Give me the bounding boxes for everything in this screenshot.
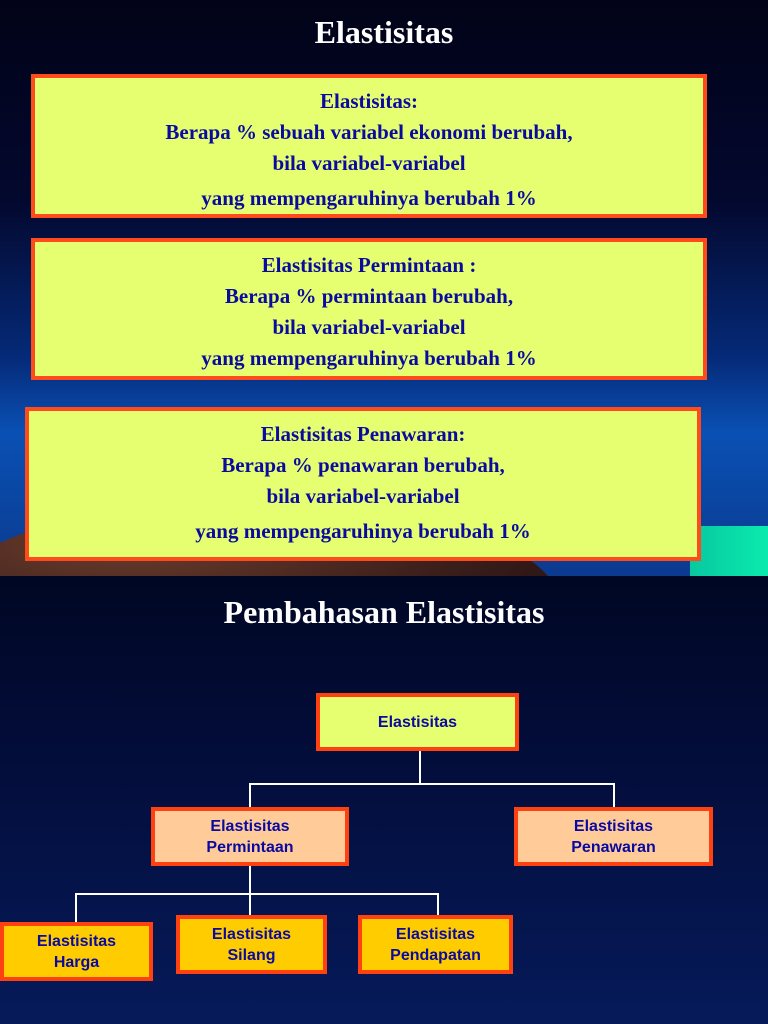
tree-node-harga	[0, 922, 153, 981]
node-label: Elastisitas	[211, 925, 292, 943]
box-heading: Elastisitas:	[319, 89, 418, 113]
box-text: bila variabel-variabel	[272, 151, 466, 175]
connector-line	[249, 893, 251, 917]
slide-title: Elastisitas	[314, 14, 454, 50]
connector-line	[249, 783, 251, 809]
slide-title: Pembahasan Elastisitas	[223, 594, 545, 630]
connector-line	[75, 893, 77, 923]
box-text: yang mempengaruhinya berubah 1%	[201, 186, 537, 210]
node-label: Elastisitas	[395, 925, 476, 943]
connector-line	[613, 783, 615, 809]
connector-line	[249, 864, 251, 894]
box-heading: Elastisitas Penawaran:	[260, 422, 466, 446]
box-text: yang mempengaruhinya berubah 1%	[201, 346, 537, 370]
node-label: Permintaan	[206, 838, 294, 856]
node-label: Elastisitas	[36, 932, 117, 950]
box-text: Berapa % permintaan berubah,	[224, 284, 514, 308]
connector-line	[249, 783, 615, 785]
node-label: Elastisitas	[573, 817, 654, 835]
box-text: Berapa % sebuah variabel ekonomi berubah,	[165, 120, 573, 144]
definition-box-permintaan	[31, 238, 707, 380]
tree-node-penawaran	[514, 807, 713, 866]
tree-node-silang	[176, 915, 327, 974]
node-label: Pendapatan	[390, 946, 481, 964]
definition-box-penawaran	[25, 407, 701, 561]
node-label: Silang	[227, 946, 276, 964]
node-label: Elastisitas	[377, 713, 458, 731]
node-label: Harga	[53, 953, 100, 971]
definition-box-elastisitas	[31, 74, 707, 218]
connector-line	[437, 893, 439, 917]
connector-line	[75, 893, 439, 895]
node-label: Penawaran	[571, 838, 656, 856]
box-text: bila variabel-variabel	[266, 484, 460, 508]
node-label: Elastisitas	[210, 817, 290, 835]
tree-node-root	[316, 693, 519, 751]
box-heading: Elastisitas Permintaan :	[261, 253, 477, 277]
connector-line	[419, 749, 421, 784]
box-text: Berapa % penawaran berubah,	[221, 453, 505, 477]
tree-node-pendapatan	[358, 915, 513, 974]
tree-node-permintaan	[151, 807, 349, 866]
box-text: yang mempengaruhinya berubah 1%	[195, 519, 531, 543]
box-text: bila variabel-variabel	[272, 315, 466, 339]
background-teal-accent	[690, 526, 768, 576]
